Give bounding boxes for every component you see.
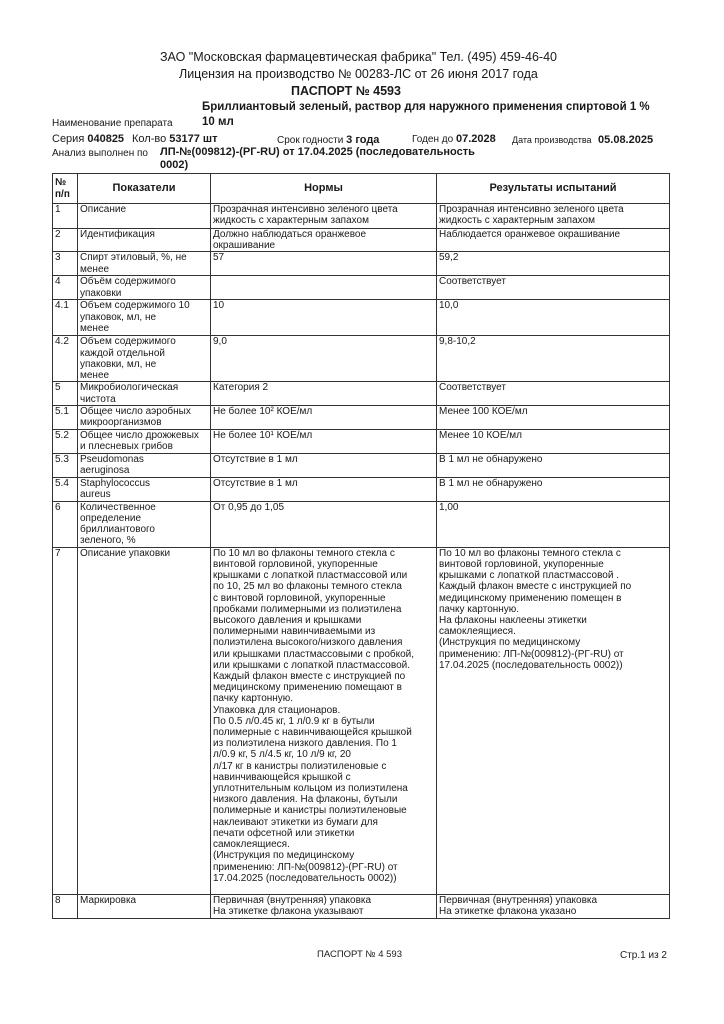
cell-result: Первичная (внутренняя) упаковка На этикетке флакона указано bbox=[437, 894, 670, 918]
qty-field bbox=[132, 133, 217, 146]
table-row bbox=[53, 477, 670, 501]
cell-result: По 10 мл во флаконы темного стекла с винтовой горловиной, укупоренные крышками с лопаткой пластмассовой . Каждый флакон вместе с инструкцией по медицинскому применению помещен в пачку картонную. На флаконы наклеены этикетки самоклеящиеся. (Инструкция по медицинскому применению: ЛП-№(009812)-(РГ-RU) от 17.04.2025 (последовательность 0002)) bbox=[437, 547, 670, 894]
series-label: Серия bbox=[52, 133, 85, 145]
cell-row-number: 7 bbox=[53, 547, 78, 894]
series-field bbox=[52, 133, 124, 146]
table-header-row bbox=[53, 174, 670, 204]
cell-norm: Прозрачная интенсивно зеленого цвета жидкость с характерным запахом bbox=[211, 204, 437, 229]
passport-title: ПАСПОРТ № 4593 bbox=[291, 84, 401, 98]
cell-norm: Отсутствие в 1 мл bbox=[211, 477, 437, 501]
cell-norm: 57 bbox=[211, 252, 437, 276]
cell-indicator: Общее число дрожжевых и плесневых грибов bbox=[78, 429, 211, 453]
cell-result: Менее 100 КОЕ/мл bbox=[437, 405, 670, 429]
cell-norm: Отсутствие в 1 мл bbox=[211, 453, 437, 477]
cell-indicator: Количественное определение бриллиантового зеленого, % bbox=[78, 501, 211, 547]
cell-indicator: Staphylococcus aureus bbox=[78, 477, 211, 501]
cell-norm: Первичная (внутренняя) упаковка На этикетке флакона указывают bbox=[211, 894, 437, 918]
prod-date-field bbox=[512, 134, 653, 147]
col-header-norms: Нормы bbox=[211, 174, 437, 204]
product-label: Наименование препарата bbox=[52, 118, 173, 129]
shelf-value: 3 года bbox=[346, 134, 380, 146]
company-line: ЗАО "Московская фармацевтическая фабрика" Тел. (495) 459-46-40 bbox=[160, 50, 557, 64]
table-row bbox=[53, 429, 670, 453]
license-line: Лицензия на производство № 00283-ЛС от 26 июня 2017 года bbox=[179, 67, 538, 81]
prod-date-value: 05.08.2025 bbox=[598, 134, 654, 146]
cell-row-number: 5.4 bbox=[53, 477, 78, 501]
shelf-label: Срок годности bbox=[277, 135, 344, 146]
table-row bbox=[53, 300, 670, 336]
cell-row-number: 4.2 bbox=[53, 336, 78, 382]
table-row bbox=[53, 453, 670, 477]
col-header-number: № п/п bbox=[53, 174, 78, 204]
qty-label: Кол-во bbox=[132, 133, 167, 145]
table-row bbox=[53, 204, 670, 229]
valid-value: 07.2028 bbox=[455, 133, 496, 145]
cell-norm bbox=[211, 276, 437, 300]
cell-indicator: Описание упаковки bbox=[78, 547, 211, 894]
cell-norm: Не более 10² КОЕ/мл bbox=[211, 405, 437, 429]
cell-row-number: 3 bbox=[53, 252, 78, 276]
cell-norm: По 10 мл во флаконы темного стекла с винтовой горловиной, укупоренные крышками с лопаткой пластмассовой или по 10, 25 мл во флаконы темного стекла с винтовой горловиной, укупоренные пробками полимерными из полиэтилена высокого давления и крышками полимерными навинчиваемыми из полиэтилена высокого/низкого давления или крышками пластмассовыми с пробкой, или крышками с лопаткой пластмассовой. Каждый флакон вместе с инструкцией по медицинскому применению помещают в пачку картонную. Упаковка для стационаров. По 0.5 л/0.45 кг, 1 л/0.9 кг в бутыли полимерные с навинчивающейся крышкой из полиэтилена низкого давления. По 1 л/0.9 кг, 5 л/4.5 кг, 10 л/9 кг, 20 л/17 кг в канистры полиэтиленовые с навинчивающейся крышкой с уплотнительным кольцом из полиэтилена низкого давления. На флаконы, бутыли полимерные и канистры полиэтиленовые наклеивают этикетки из бумаги для печати офсетной или этикетки самоклеящиеся. (Инструкция по медицинскому применению: ЛП-№(009812)-(РГ-RU) от 17.04.2025 (последовательность 0002)) bbox=[211, 547, 437, 894]
series-value: 040825 bbox=[87, 133, 125, 145]
cell-norm: 9,0 bbox=[211, 336, 437, 382]
cell-norm: Должно наблюдаться оранжевое окрашивание bbox=[211, 229, 437, 252]
cell-result: Соответствует bbox=[437, 276, 670, 300]
cell-norm: Категория 2 bbox=[211, 382, 437, 405]
cell-norm: 10 bbox=[211, 300, 437, 336]
cell-result: 1,00 bbox=[437, 501, 670, 547]
cell-indicator: Идентификация bbox=[78, 229, 211, 252]
cell-result: Наблюдается оранжевое окрашивание bbox=[437, 229, 670, 252]
cell-row-number: 5.2 bbox=[53, 429, 78, 453]
product-name: Бриллиантовый зеленый, раствор для наружного применения спиртовой 1 % bbox=[202, 101, 650, 113]
cell-indicator: Спирт этиловый, %, не менее bbox=[78, 252, 211, 276]
table-row bbox=[53, 336, 670, 382]
analysis-ref: ЛП-№(009812)-(РГ-RU) от 17.04.2025 (последовательность bbox=[160, 146, 475, 158]
cell-result: Менее 10 КОЕ/мл bbox=[437, 429, 670, 453]
cell-norm: От 0,95 до 1,05 bbox=[211, 501, 437, 547]
cell-indicator: Объем содержимого каждой отдельной упаковки, мл, не менее bbox=[78, 336, 211, 382]
cell-result: В 1 мл не обнаружено bbox=[437, 453, 670, 477]
valid-field bbox=[412, 133, 496, 146]
qty-value: 53177 шт bbox=[169, 133, 218, 145]
table-row bbox=[53, 405, 670, 429]
footer-page: Стр.1 из 2 bbox=[620, 950, 667, 961]
cell-row-number: 8 bbox=[53, 894, 78, 918]
cell-indicator: Описание bbox=[78, 204, 211, 229]
cell-result: 59,2 bbox=[437, 252, 670, 276]
test-results-table bbox=[52, 173, 670, 919]
table-row bbox=[53, 382, 670, 405]
prod-date-label: Дата производства bbox=[512, 135, 592, 145]
col-header-results: Результаты испытаний bbox=[437, 174, 670, 204]
table-row bbox=[53, 501, 670, 547]
cell-row-number: 4 bbox=[53, 276, 78, 300]
analysis-ref-cont: 0002) bbox=[160, 159, 189, 171]
col-header-indicators: Показатели bbox=[78, 174, 211, 204]
cell-norm: Не более 10¹ КОЕ/мл bbox=[211, 429, 437, 453]
table-row bbox=[53, 276, 670, 300]
footer-doc: ПАСПОРТ № 4 593 bbox=[317, 949, 402, 960]
cell-row-number: 5.1 bbox=[53, 405, 78, 429]
cell-result: Соответствует bbox=[437, 382, 670, 405]
cell-result: 10,0 bbox=[437, 300, 670, 336]
cell-indicator: Микробиологическая чистота bbox=[78, 382, 211, 405]
cell-row-number: 5.3 bbox=[53, 453, 78, 477]
shelf-field bbox=[277, 134, 379, 147]
table-row bbox=[53, 252, 670, 276]
cell-row-number: 5 bbox=[53, 382, 78, 405]
table-row bbox=[53, 547, 670, 894]
cell-indicator: Маркировка bbox=[78, 894, 211, 918]
cell-indicator: Объём содержимого упаковки bbox=[78, 276, 211, 300]
table-row bbox=[53, 229, 670, 252]
cell-row-number: 1 bbox=[53, 204, 78, 229]
analysis-label: Анализ выполнен по bbox=[52, 148, 148, 159]
cell-row-number: 6 bbox=[53, 501, 78, 547]
valid-label: Годен до bbox=[412, 134, 454, 145]
cell-indicator: Объем содержимого 10 упаковок, мл, не менее bbox=[78, 300, 211, 336]
cell-result: 9,8-10,2 bbox=[437, 336, 670, 382]
cell-result: Прозрачная интенсивно зеленого цвета жидкость с характерным запахом bbox=[437, 204, 670, 229]
cell-row-number: 4.1 bbox=[53, 300, 78, 336]
cell-row-number: 2 bbox=[53, 229, 78, 252]
cell-indicator: Общее число аэробных микроорганизмов bbox=[78, 405, 211, 429]
cell-result: В 1 мл не обнаружено bbox=[437, 477, 670, 501]
table-row bbox=[53, 894, 670, 918]
product-volume: 10 мл bbox=[202, 116, 234, 128]
cell-indicator: Pseudomonas aeruginosa bbox=[78, 453, 211, 477]
